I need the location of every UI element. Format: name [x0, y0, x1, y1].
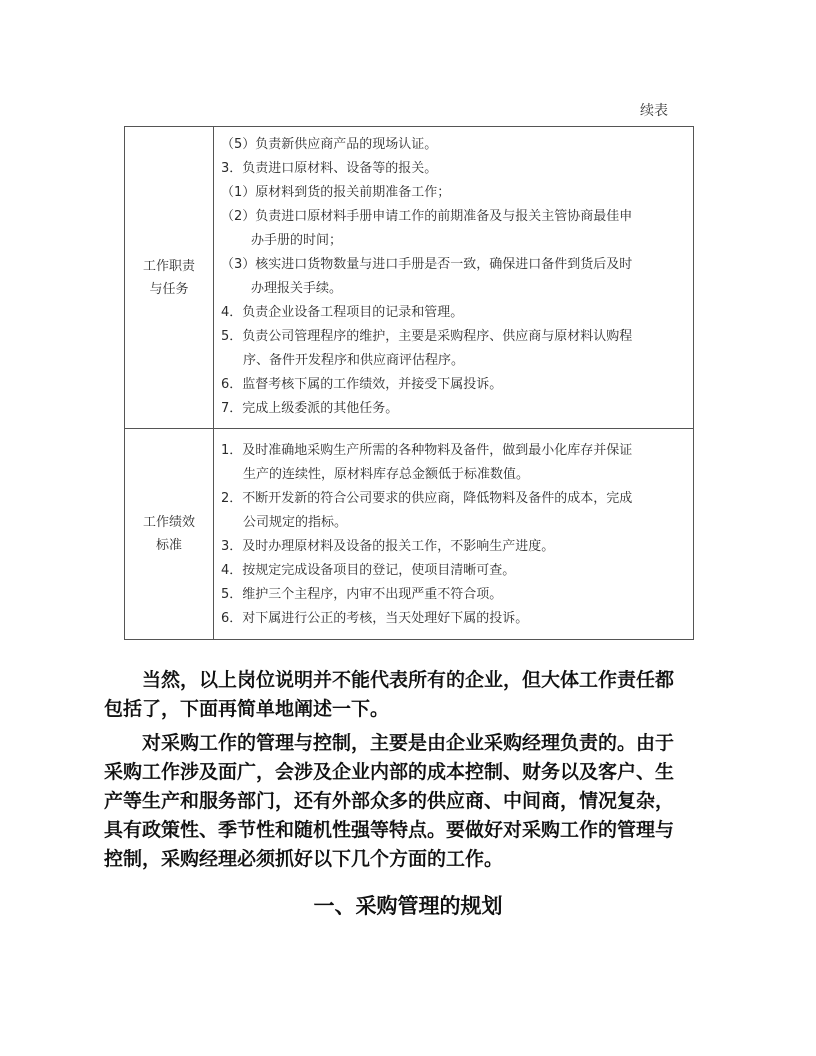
section-heading: 一、采购管理的规划 [313, 894, 503, 918]
category-cell-duties [125, 127, 214, 429]
paragraph-line: 产等生产和服务部门，还有外部众多的供应商、中间商，情况复杂， [104, 790, 675, 812]
list-item: （5）负责新供应商产品的现场认证。 [221, 137, 438, 152]
paragraph-line: 具有政策性、季节性和随机性强等特点。要做好对采购工作的管理与 [104, 819, 675, 841]
body-paragraph [104, 729, 708, 874]
list-item-continuation: 公司规定的指标。 [243, 515, 348, 530]
body-paragraph [104, 666, 708, 724]
category-label: 工作职责 [142, 258, 195, 274]
list-item: 5．负责公司管理程序的维护，主要是采购程序、供应商与原材料认购程 [221, 329, 633, 344]
table-row-duties [125, 127, 694, 429]
paragraph-line: 控制，采购经理必须抓好以下几个方面的工作。 [104, 848, 504, 870]
category-label: 工作绩效 [142, 515, 195, 530]
list-item: 7．完成上级委派的其他任务。 [221, 401, 399, 416]
list-item: 6．对下属进行公正的考核，当天处理好下属的投诉。 [221, 611, 529, 626]
paragraph-line: 对采购工作的管理与控制，主要是由企业采购经理负责的。由于 [142, 732, 675, 754]
list-item: （1）原材料到货的报关前期准备工作； [221, 185, 451, 200]
list-item-continuation: 办理报关手续。 [251, 281, 343, 296]
continued-table-label: 续表 [640, 103, 668, 119]
list-item: 6．监督考核下属的工作绩效，并接受下属投诉。 [221, 377, 503, 392]
list-item: （2）负责进口原材料手册申请工作的前期准备及与报关主管协商最佳申 [221, 209, 633, 224]
category-label: 与任务 [149, 281, 189, 297]
table-row-standards [125, 429, 694, 640]
list-item: 4．负责企业设备工程项目的记录和管理。 [221, 305, 464, 320]
list-item-continuation: 生产的连续性，原材料库存总金额低于标准数值。 [243, 467, 530, 482]
list-item-continuation: 序、备件开发程序和供应商评估程序。 [243, 353, 465, 368]
category-cell-standards [125, 429, 214, 640]
list-item: 4．按规定完成设备项目的登记，使项目清晰可查。 [221, 563, 516, 578]
category-label: 标准 [155, 538, 182, 553]
paragraph-line: 采购工作涉及面广，会涉及企业内部的成本控制、财务以及客户、生 [104, 761, 675, 783]
duties-content-cell [214, 127, 694, 429]
list-item: （3）核实进口货物数量与进口手册是否一致，确保进口备件到货后及时 [221, 257, 633, 272]
list-item: 2．不断开发新的符合公司要求的供应商，降低物料及备件的成本，完成 [221, 491, 633, 506]
standards-content-cell [214, 429, 694, 640]
list-item: 3．负责进口原材料、设备等的报关。 [221, 161, 438, 176]
list-item: 5．维护三个主程序，内审不出现严重不符合项。 [221, 587, 503, 602]
list-item: 3．及时办理原材料及设备的报关工作，不影响生产进度。 [221, 539, 555, 554]
paragraph-line: 当然，以上岗位说明并不能代表所有的企业，但大体工作责任都 [142, 669, 675, 691]
list-item-continuation: 办手册的时间； [251, 233, 343, 248]
job-description-table [124, 126, 694, 640]
paragraph-line: 包括了，下面再简单地阐述一下。 [104, 698, 390, 720]
list-item: 1．及时准确地采购生产所需的各种物料及备件，做到最小化库存并保证 [221, 443, 633, 458]
